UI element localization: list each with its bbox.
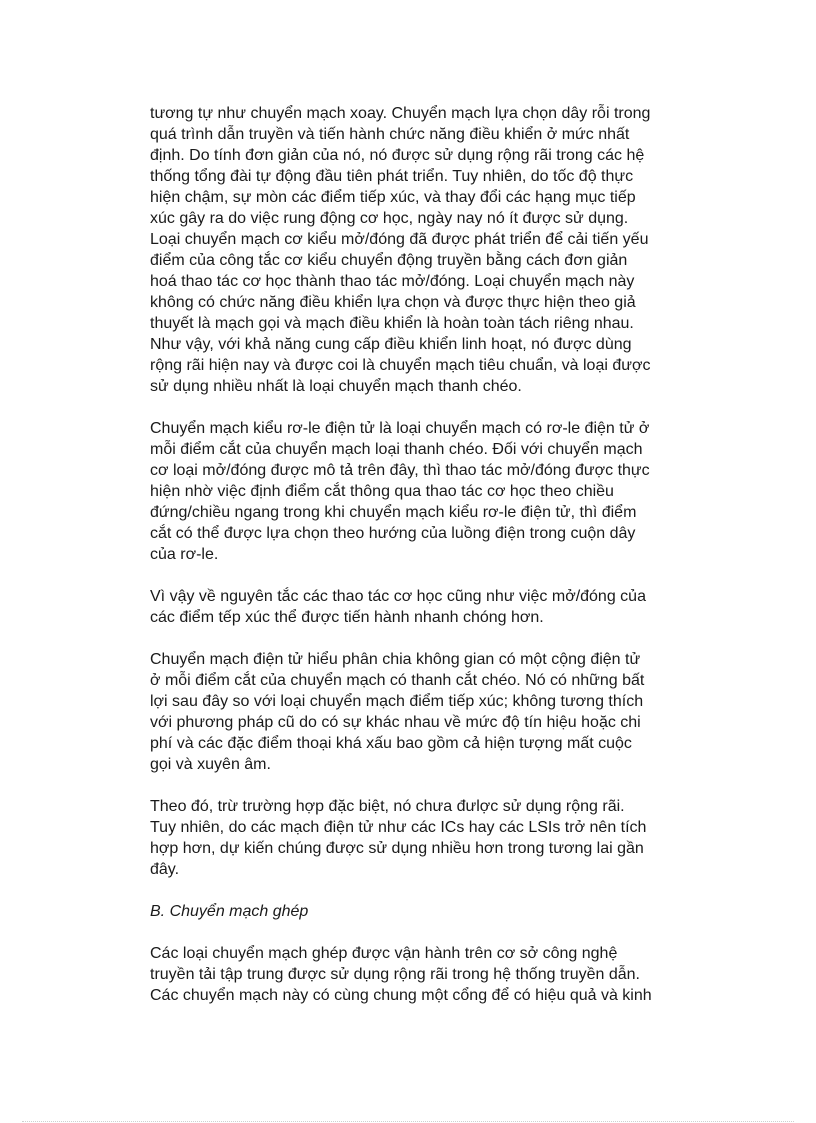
text-line: hợp hơn, dự kiến chúng được sử dụng nhiều hơn trong tương lai gần (150, 840, 644, 857)
text-line: gọi và xuyên âm. (150, 756, 271, 773)
page-bottom-divider (22, 1121, 794, 1122)
text-line: Tuy nhiên, do các mạch điện tử như các ICs hay các LSIs trở nên tích (150, 819, 647, 836)
text-line: truyền tải tập trung được sử dụng rộng rãi trong hệ thống truyền dẫn. (150, 966, 640, 983)
paragraph-principle (150, 586, 698, 628)
text-line: lợi sau đây so với loại chuyển mạch điểm tiếp xúc; không tương thích (150, 693, 644, 710)
text-line: đứng/chiều ngang trong khi chuyển mạch kiểu rơ-le điện tử, thì điểm (150, 504, 637, 521)
text-line: của rơ-le. (150, 546, 219, 563)
text-line: Loại chuyển mạch cơ kiểu mở/đóng đã được phát triển để cải tiến yếu (150, 231, 649, 248)
text-line: thống tổng đài tự động đầu tiên phát triển. Tuy nhiên, do tốc độ thực (150, 168, 634, 185)
text-line: rộng rãi hiện nay và được coi là chuyển mạch tiêu chuẩn, và loại được (150, 357, 651, 374)
text-line: Các chuyển mạch này có cùng chung một cổng để có hiệu quả và kinh (150, 987, 652, 1004)
text-line: định. Do tính đơn giản của nó, nó được sử dụng rộng rãi trong các hệ (150, 147, 645, 164)
text-line: sử dụng nhiều nhất là loại chuyển mạch thanh chéo. (150, 378, 522, 395)
text-line: điểm của công tắc cơ kiểu chuyển động truyền bằng cách đơn giản (150, 252, 628, 269)
text-line: không có chức năng điều khiển lựa chọn và được thực hiện theo giả (150, 294, 636, 311)
paragraph-mechanical-switching (150, 103, 698, 397)
paragraph-future-use (150, 796, 698, 880)
section-heading: B. Chuyển mạch ghép (150, 903, 309, 920)
text-line: phí và các đặc điểm thoại khá xấu bao gồm cả hiện tượng mất cuộc (150, 735, 632, 752)
text-line: hiện nhờ việc định điểm cắt thông qua thao tác cơ học theo chiều (150, 483, 614, 500)
text-line: hoá thao tác cơ học thành thao tác mở/đóng. Loại chuyển mạch này (150, 273, 635, 290)
text-line: với phương pháp cũ do có sự khác nhau về mức độ tín hiệu hoặc chi (150, 714, 641, 731)
text-line: cơ loại mở/đóng được mô tả trên đây, thì thao tác mở/đóng được thực (150, 462, 650, 479)
text-line: thuyết là mạch gọi và mạch điều khiển là hoàn toàn tách riêng nhau. (150, 315, 634, 332)
text-line: mỗi điểm cắt của chuyển mạch loại thanh chéo. Đối với chuyển mạch (150, 441, 643, 458)
text-line: ở mỗi điểm cắt của chuyển mạch có thanh cắt chéo. Nó có những bất (150, 672, 645, 689)
paragraph-space-division (150, 649, 698, 775)
text-line: các điểm tếp xúc thể được tiến hành nhanh chóng hơn. (150, 609, 544, 626)
text-line: xúc gây ra do việc rung động cơ học, ngày nay nó ít được sử dụng. (150, 210, 629, 227)
text-line: Các loại chuyển mạch ghép được vận hành trên cơ sở công nghệ (150, 945, 618, 962)
text-line: quá trình dẫn truyền và tiến hành chức năng điều khiển ở mức nhất (150, 126, 630, 143)
text-line: Chuyển mạch kiểu rơ-le điện tử là loại chuyển mạch có rơ-le điện tử ở (150, 420, 650, 437)
text-line: đây. (150, 861, 180, 878)
paragraph-multiplex-switching (150, 943, 698, 1006)
text-column (150, 103, 698, 1027)
text-line: Như vậy, với khả năng cung cấp điều khiển linh hoạt, nó được dùng (150, 336, 632, 353)
text-line: Chuyển mạch điện tử hiểu phân chia không gian có một cộng điện tử (150, 651, 641, 668)
text-line: Theo đó, trừ trường hợp đặc biệt, nó chưa đưlợc sử dụng rộng rãi. (150, 798, 625, 815)
text-line: hiện chậm, sự mòn các điểm tiếp xúc, và thay đổi các hạng mục tiếp (150, 189, 636, 206)
paragraph-electronic-relay (150, 418, 698, 565)
text-line: tương tự như chuyển mạch xoay. Chuyển mạch lựa chọn dây rỗi trong (150, 105, 651, 122)
text-line: Vì vậy về nguyên tắc các thao tác cơ học cũng như việc mở/đóng của (150, 588, 646, 605)
text-line: cắt có thể được lựa chọn theo hướng của luồng điện trong cuộn dây (150, 525, 636, 542)
